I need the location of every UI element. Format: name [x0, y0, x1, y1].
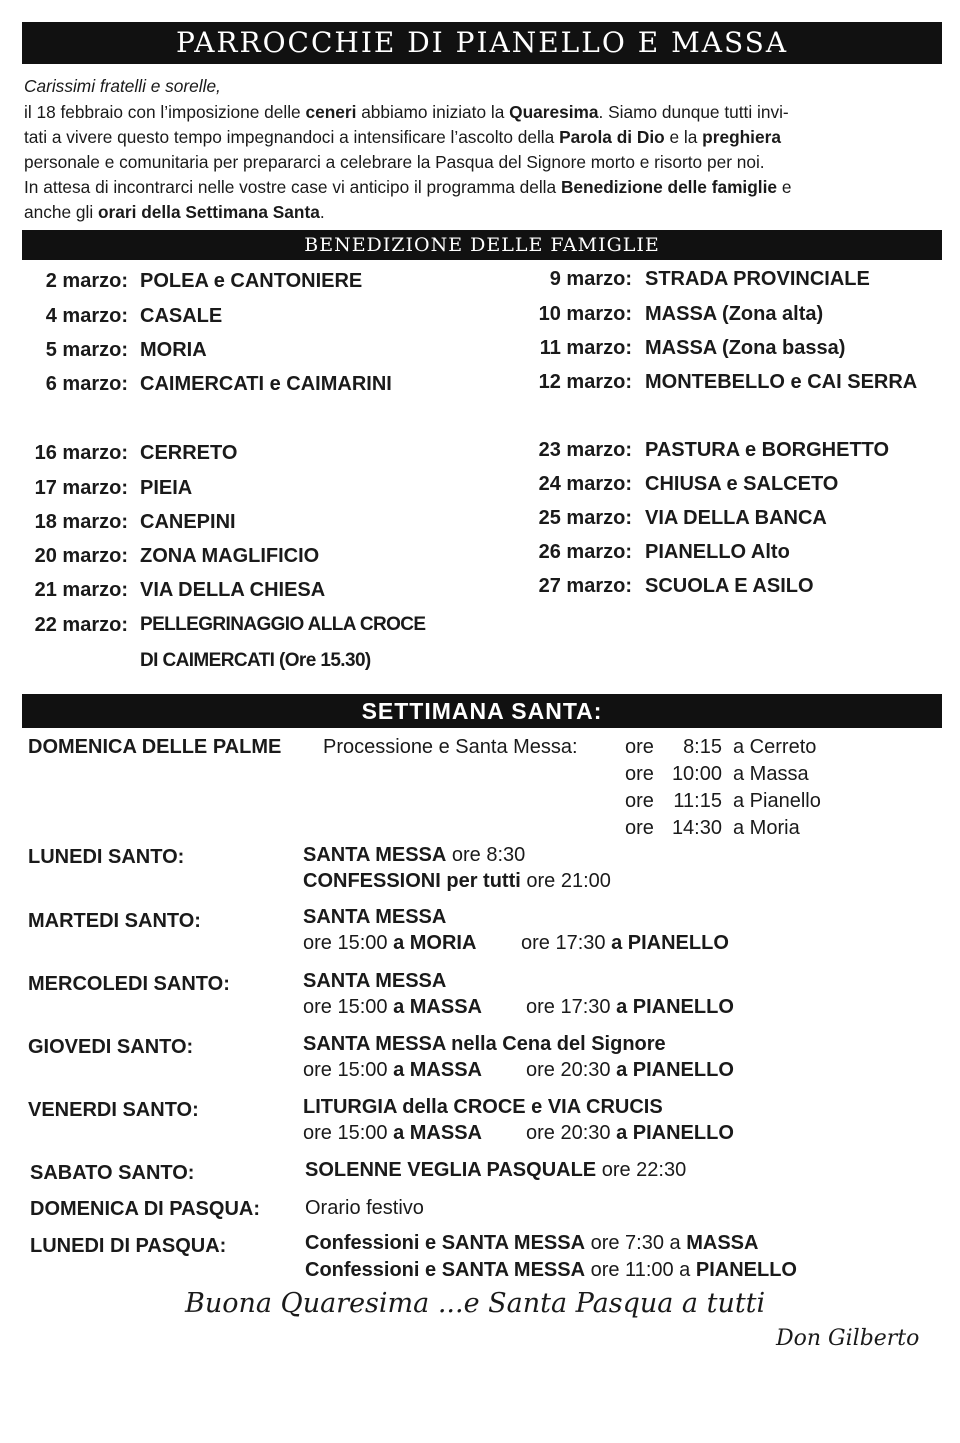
event-text: ore 17:30 [526, 996, 617, 1018]
event-text: ore 20:30 [526, 1059, 617, 1081]
event-bold: CONFESSIONI per tutti [303, 870, 521, 892]
ore-label: ore [625, 817, 654, 839]
day-label: MERCOLEDI SANTO: [28, 973, 230, 995]
schedule-place: CANEPINI [140, 511, 236, 533]
event-bold: PIANELLO [695, 1259, 797, 1281]
schedule-date: 11 marzo: [539, 337, 632, 359]
day-label: VENERDI SANTO: [28, 1099, 199, 1121]
schedule-date: 20 marzo: [34, 545, 128, 567]
day-label: DOMENICA DI PASQUA: [30, 1198, 260, 1220]
schedule-date: 2 marzo: [45, 270, 128, 292]
intro-text: e la [664, 127, 703, 147]
event-text: ore 21:00 [520, 870, 611, 892]
time-value: 11:15 [673, 790, 722, 812]
schedule-date: 23 marzo: [538, 439, 632, 461]
time-value: 10:00 [671, 763, 722, 785]
time-row [625, 763, 809, 786]
event-text: ore 11:00 a [585, 1259, 696, 1281]
schedule-place: VIA DELLA CHIESA [140, 579, 326, 601]
schedule-date: 21 marzo: [34, 579, 128, 601]
intro-line [24, 127, 944, 148]
schedule-date: 24 marzo: [538, 473, 632, 495]
event-bold: SOLENNE VEGLIA PASQUALE [305, 1159, 597, 1181]
intro-bold: Parola di Dio [559, 127, 665, 147]
schedule-place: MORIA [140, 339, 207, 361]
event-bold: a MORIA [393, 932, 477, 954]
event-bold: a PIANELLO [616, 1122, 734, 1144]
event-text: ore 17:30 [521, 932, 612, 954]
event-bold: SANTA MESSA [303, 970, 447, 992]
palme-desc: Processione e Santa Messa: [323, 736, 578, 758]
schedule-date: 18 marzo: [34, 511, 128, 533]
schedule-date: 25 marzo: [538, 507, 632, 529]
schedule-date: 16 marzo: [34, 442, 128, 464]
schedule-place: SCUOLA E ASILO [645, 575, 814, 597]
event-text: ore 15:00 [303, 996, 394, 1018]
event-bold: a PIANELLO [616, 1059, 734, 1081]
intro-text: e [777, 177, 792, 197]
time-place: a Moria [733, 817, 800, 839]
event-text: ore 15:00 [303, 932, 394, 954]
schedule-date: 17 marzo: [34, 477, 128, 499]
intro-text: anche gli [24, 202, 98, 222]
schedule-date: 4 marzo: [45, 305, 128, 327]
intro-bold: preghiera [702, 127, 781, 147]
schedule-date: 22 marzo: [34, 614, 128, 636]
settimana-title: SETTIMANA SANTA: [22, 694, 942, 728]
event-line: Orario festivo [305, 1197, 424, 1219]
event-text: ore 15:00 [303, 1059, 394, 1081]
schedule-date: 6 marzo: [45, 373, 128, 395]
event-line [303, 932, 729, 955]
intro-line: personale e comunitaria per prepararci a celebrare la Pasqua del Signore morto e risorto per noi. [24, 152, 765, 172]
event-line [303, 1096, 663, 1119]
intro-text: . [319, 202, 325, 222]
schedule-place: CAIMERCATI e CAIMARINI [140, 373, 392, 395]
schedule-place: VIA DELLA BANCA [645, 507, 827, 529]
schedule-place: CERRETO [140, 442, 238, 464]
schedule-place: PASTURA e BORGHETTO [645, 439, 890, 461]
event-line [303, 1122, 734, 1145]
schedule-date: 5 marzo: [45, 339, 128, 361]
intro-text: In attesa di incontrarci nelle vostre case vi anticipo il programma della [24, 177, 561, 197]
intro-bold: orari della Settimana Santa [97, 202, 320, 222]
benedizione-title: BENEDIZIONE DELLE FAMIGLIE [22, 230, 942, 260]
schedule-place: MASSA (Zona bassa) [645, 337, 846, 359]
time-place: a Massa [733, 763, 809, 785]
day-label: DOMENICA DELLE PALME [28, 736, 282, 758]
event-line [305, 1159, 686, 1182]
event-bold: Confessioni e SANTA MESSA [305, 1232, 586, 1254]
event-text: ore 7:30 a [585, 1232, 687, 1254]
schedule-place: CHIUSA e SALCETO [645, 473, 839, 495]
event-bold: MASSA [686, 1232, 759, 1254]
schedule-place: PIANELLO Alto [645, 541, 790, 563]
day-label: LUNEDI SANTO: [28, 846, 185, 868]
intro-text: abbiamo iniziato la [356, 102, 510, 122]
intro-text: il 18 febbraio con l’imposizione delle [24, 102, 306, 122]
event-text: ore 15:00 [303, 1122, 394, 1144]
event-line [303, 996, 734, 1019]
event-bold: a PIANELLO [611, 932, 729, 954]
page-title: PARROCCHIE DI PIANELLO E MASSA [22, 22, 942, 64]
event-line [303, 1033, 666, 1056]
schedule-date: 10 marzo: [538, 303, 632, 325]
day-label: LUNEDI DI PASQUA: [30, 1235, 227, 1257]
day-label: SABATO SANTO: [30, 1162, 195, 1184]
schedule-place: CASALE [140, 305, 223, 327]
event-bold: a MASSA [393, 1122, 482, 1144]
intro-line [24, 102, 944, 123]
intro-line [24, 202, 944, 223]
event-bold: a MASSA [393, 1059, 482, 1081]
event-line [303, 870, 611, 893]
event-text: ore 8:30 [446, 844, 526, 866]
day-label: GIOVEDI SANTO: [28, 1036, 194, 1058]
day-label: MARTEDI SANTO: [28, 910, 201, 932]
event-line [303, 1059, 734, 1082]
schedule-place: ZONA MAGLIFICIO [140, 545, 320, 567]
event-line [303, 844, 525, 867]
schedule-place: PELLEGRINAGGIO ALLA CROCE [140, 614, 426, 635]
time-place: a Pianello [733, 790, 821, 812]
event-bold: SANTA MESSA nella Cena del Signore [303, 1033, 666, 1055]
schedule-date: 27 marzo: [538, 575, 632, 597]
intro-greeting: Carissimi fratelli e sorelle, [24, 76, 221, 96]
time-row [625, 817, 800, 840]
event-bold: SANTA MESSA [303, 906, 447, 928]
intro-text: tati a vivere questo tempo impegnandoci a intensificare l’ascolto della [24, 127, 560, 147]
schedule-date: 12 marzo: [538, 371, 632, 393]
ore-label: ore [625, 790, 654, 812]
time-place: a Cerreto [733, 736, 817, 758]
intro-line [24, 177, 944, 198]
signature: Don Gilberto [776, 1326, 920, 1351]
time-value: 14:30 [671, 817, 722, 839]
event-line [303, 970, 446, 993]
event-bold: a PIANELLO [616, 996, 734, 1018]
event-bold: Confessioni e SANTA MESSA [305, 1259, 586, 1281]
event-bold: SANTA MESSA [303, 844, 447, 866]
schedule-place: MONTEBELLO e CAI SERRA [645, 371, 918, 393]
intro-text: . Siamo dunque tutti invi- [598, 102, 789, 122]
schedule-place: POLEA e CANTONIERE [140, 270, 363, 292]
event-bold: LITURGIA della CROCE e VIA CRUCIS [303, 1096, 663, 1118]
event-line [303, 906, 446, 929]
intro-bold: Benedizione delle famiglie [560, 177, 778, 197]
event-bold: a MASSA [393, 996, 482, 1018]
schedule-place: STRADA PROVINCIALE [645, 268, 870, 290]
time-value: 8:15 [683, 736, 722, 758]
event-text: ore 20:30 [526, 1122, 617, 1144]
schedule-place: DI CAIMERCATI (Ore 15.30) [140, 650, 371, 671]
closing-greeting: Buona Quaresima ...e Santa Pasqua a tutti [185, 1288, 766, 1319]
time-row [625, 790, 821, 813]
intro-bold: ceneri [305, 102, 357, 122]
event-line [305, 1232, 758, 1255]
event-line [305, 1259, 797, 1282]
schedule-date: 9 marzo: [549, 268, 632, 290]
schedule-place: MASSA (Zona alta) [645, 303, 824, 325]
schedule-date: 26 marzo: [538, 541, 632, 563]
intro-bold: Quaresima [509, 102, 599, 122]
event-text: ore 22:30 [596, 1159, 687, 1181]
time-row [625, 736, 817, 759]
ore-label: ore [625, 736, 654, 758]
ore-label: ore [625, 763, 654, 785]
schedule-place: PIEIA [140, 477, 193, 499]
